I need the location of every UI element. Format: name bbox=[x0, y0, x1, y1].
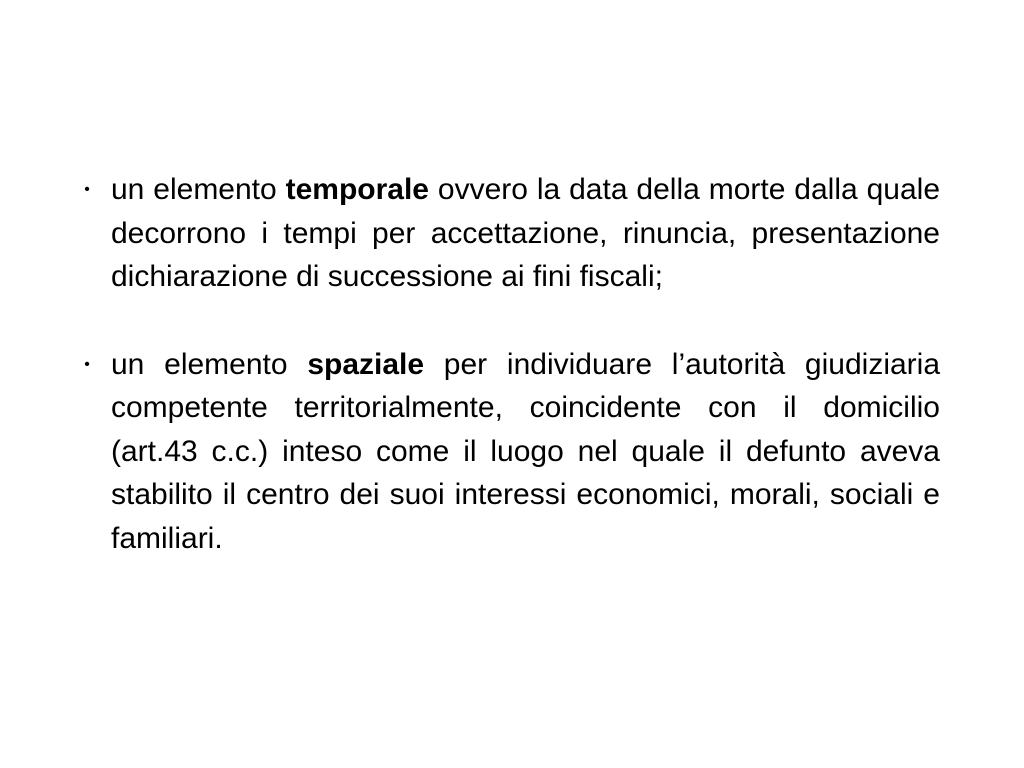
bullet-text-before: un elemento bbox=[111, 347, 308, 381]
bullet-marker: • bbox=[84, 181, 90, 198]
bullet-text-emphasis: temporale bbox=[285, 173, 429, 206]
bullet-text bbox=[111, 173, 940, 293]
bullet-item-temporal bbox=[80, 168, 940, 299]
bullet-list bbox=[80, 168, 940, 560]
bullet-marker: • bbox=[84, 355, 90, 373]
bullet-text-after: ovvero la data della morte dalla quale decorrono i tempi per accettazione, rinuncia, presentazione dichiarazione di successione ai fini fiscali; bbox=[111, 173, 941, 293]
bullet-text bbox=[111, 348, 940, 555]
bullet-item-spatial bbox=[80, 343, 940, 561]
bullet-text-before: un elemento bbox=[111, 173, 286, 206]
bullet-text-emphasis: spaziale bbox=[307, 347, 425, 381]
bullet-text-after: per individuare l’autorità giudiziaria competente territorialmente, coincidente con il domicilio (art.43 c.c.) inteso come il luogo nel quale il defunto aveva stabilito il centro dei suoi interessi economici, morali, sociali e familiari. bbox=[111, 347, 941, 555]
